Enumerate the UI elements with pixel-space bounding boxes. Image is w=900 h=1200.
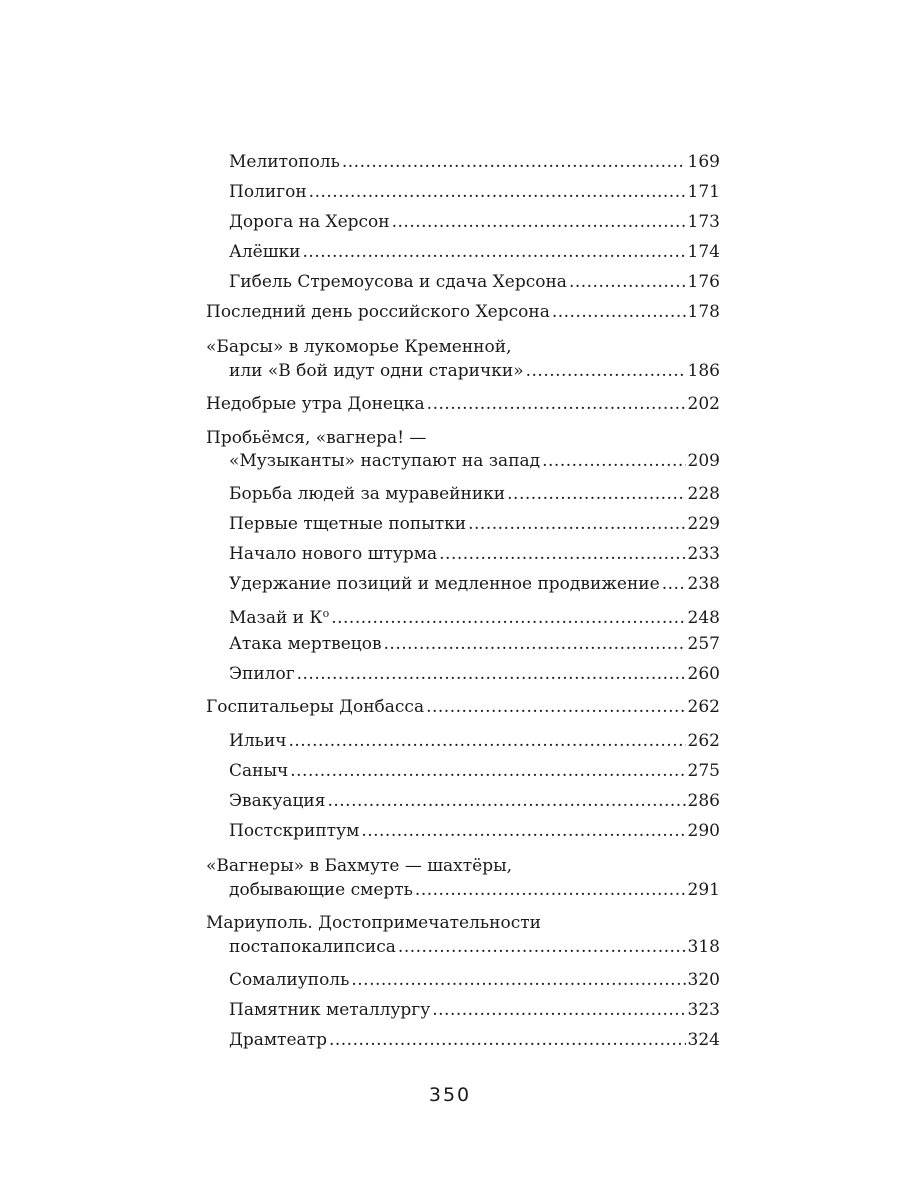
toc-entry-title: Начало нового штурма [229,544,438,564]
toc-chapter-title-line2: или «В бой идут одни старички» [229,361,524,381]
toc-entry-page: 228 [687,484,720,504]
page-number: 350 [428,1084,472,1106]
toc-entry-page: 248 [687,608,720,628]
dot-leader [507,479,685,509]
dot-leader [303,237,686,267]
toc-entry-page: 176 [687,272,720,292]
dot-leader [361,816,685,846]
dot-leader [290,756,685,786]
toc-entry-page: 171 [687,182,720,202]
toc-entry-title: Эвакуация [229,791,326,811]
toc-chapter [229,875,720,905]
toc-entry-title: Первые тщетные попытки [229,514,467,534]
toc-chapter-page: 291 [687,880,720,900]
toc-entry [229,816,720,846]
toc-entry-title: Памятник металлургу [229,1000,431,1020]
toc-entry-title-text: Мазай и К [229,608,323,628]
toc-chapter-title: «Барсы» в лукоморье Кременной, [206,337,512,357]
toc-entry-page: 257 [687,634,720,654]
dot-leader [432,995,685,1025]
dot-leader [342,147,686,177]
toc-chapter-page: 186 [687,361,720,381]
toc-chapter-title-line2: постапокалипсиса [229,937,396,957]
superscript-o: о [322,607,330,620]
toc-entry-title: Дорога на Херсон [229,212,390,232]
toc-entry [229,569,720,599]
dot-leader [297,659,686,689]
toc-entry-page: 323 [687,1000,720,1020]
toc-chapter-title: Недобрые утра Донецка [206,394,425,414]
toc-entry-title: Ильич [229,731,287,751]
toc-entry-title: Эпилог [229,664,295,684]
toc-chapter-title: Мариуполь. Достопримечательности [206,913,541,933]
dot-leader [392,207,686,237]
toc-entry [229,237,720,267]
toc-entry [229,599,720,629]
dot-leader [569,267,686,297]
toc-chapter [229,356,720,386]
toc-chapter [229,932,720,962]
toc-entry [229,207,720,237]
toc-entry-page: 238 [687,574,720,594]
toc-entry-page: 174 [687,242,720,262]
toc-entry-title: Драмтеатр [229,1030,327,1050]
toc-chapter-title-line2: «Музыканты» наступают на запад [229,451,541,471]
toc-chapter-title: Госпитальеры Донбасса [206,697,425,717]
dot-leader [327,786,685,816]
toc-chapter-page: 318 [687,937,720,957]
toc-entry [229,1025,720,1055]
toc-entry-page: 324 [687,1030,720,1050]
dot-leader [288,726,685,756]
toc-entry-page: 286 [687,791,720,811]
toc-entry [229,629,720,659]
toc-entry-title: Саныч [229,761,289,781]
toc-entry [229,509,720,539]
toc-entry [229,756,720,786]
toc-entry [229,659,720,689]
toc-entry-page: 260 [687,664,720,684]
toc-chapter-page: 178 [687,302,720,322]
toc-entry [229,726,720,756]
toc-entry [229,177,720,207]
toc-entry [229,786,720,816]
dot-leader [526,356,686,386]
toc-chapter-page: 262 [687,697,720,717]
toc-entry-title: Мелитополь [229,152,340,172]
toc-entry-page: 320 [687,970,720,990]
toc-entry-page: 275 [687,761,720,781]
toc-chapter [206,692,720,722]
toc-chapter [206,389,720,419]
toc-entry [229,267,720,297]
toc-entry-page: 262 [687,731,720,751]
toc-entry-title: Постскриптум [229,821,360,841]
dot-leader [415,875,686,905]
dot-leader [468,509,685,539]
toc-entry-title: Алёшки [229,242,301,262]
toc-entry [229,995,720,1025]
toc-entry-page: 233 [687,544,720,564]
toc-chapter-title: «Вагнеры» в Бахмуте — шахтёры, [206,856,513,876]
dot-leader [426,692,685,722]
toc-entry-page: 173 [687,212,720,232]
toc-entry-page: 229 [687,514,720,534]
toc-chapter-title: Пробьёмся, «вагнера! — [206,428,427,448]
dot-leader [309,177,686,207]
dot-leader [384,629,686,659]
toc-entry [229,539,720,569]
toc-chapter-title-line2: добывающие смерть [229,880,413,900]
toc-chapter-page: 209 [687,451,720,471]
dot-leader [542,446,685,476]
dot-leader [351,965,685,995]
dot-leader [662,569,686,599]
toc-chapter [206,297,720,327]
toc-entry-title: Полигон [229,182,307,202]
dot-leader [329,1025,686,1055]
toc-chapter-title: Последний день российского Херсона [206,302,550,322]
toc-chapter [229,446,720,476]
toc-entry-title: Атака мертвецов [229,634,382,654]
toc-entry [229,479,720,509]
toc-chapter-page: 202 [687,394,720,414]
toc-entry-title: Гибель Стремоусова и сдача Херсона [229,272,567,292]
toc-entry-title: Удержание позиций и медленное продвижение [229,574,660,594]
toc-entry-page: 290 [687,821,720,841]
dot-leader [439,539,685,569]
toc-entry-title: Борьба людей за муравейники [229,484,506,504]
dot-leader [552,297,686,327]
toc-entry-title: Сомалиуполь [229,970,350,990]
dot-leader [427,389,686,419]
toc-entry-page: 169 [687,152,720,172]
toc-entry [229,147,720,177]
toc-entry-title [229,599,329,633]
toc-entry [229,965,720,995]
dot-leader [398,932,686,962]
